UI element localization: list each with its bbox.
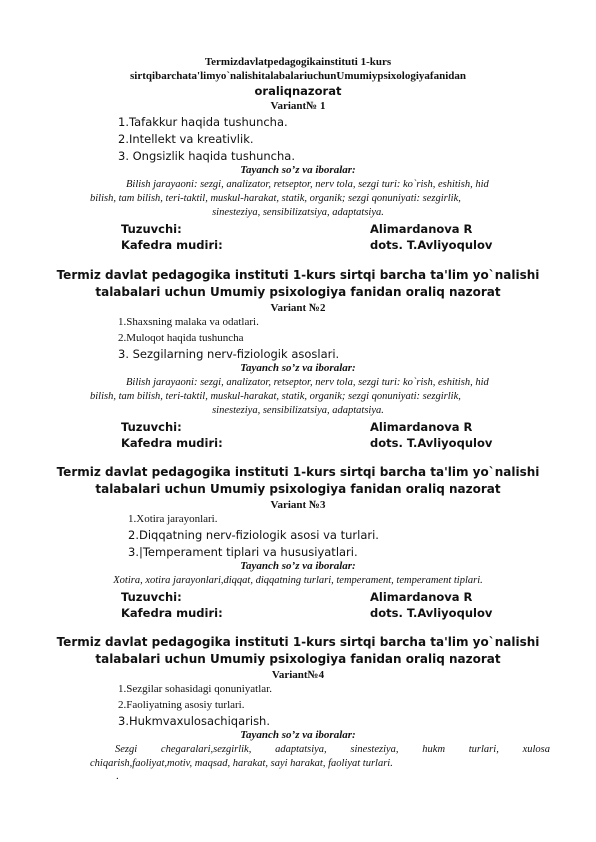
v2-head-name: dots. T.Avliyoqulov [370,436,493,450]
v2-question-1: 1.Shaxsning malaka va odatlari. [118,316,259,328]
v4-keywords-heading: Tayanch so’z va iboralar: [240,729,356,741]
v1-title-line-2: sirtqibarchata'limyo`nalishitalabalariuchunUmumiypsixologiyafanidan [130,70,466,82]
v2-keywords-line-2: bilish, tam bilish, teri-taktil, muskul-harakat, statik, organik; sezgi qonuniyati: sezgirlik, [90,391,461,402]
v1-keywords-line-1: Bilish jarayaoni: sezgi, analizator, retseptor, nerv tola, sezgi turi: ko`rish, eshitish, hid [126,179,489,190]
v4-question-1: 1.Sezgilar sohasidagi qonuniyatlar. [118,683,272,695]
v4-keyword: Sezgi [115,744,138,755]
v2-title-line-2: talabalari uchun Umumiy psixologiya fanidan oraliq nazorat [95,285,501,299]
v2-head-label: Kafedra mudiri: [121,436,223,450]
v4-keywords-line-2: chiqarish,faoliyat,motiv, maqsad, harakat, sayi harakat, faoliyat turlari. [90,758,393,769]
v1-title-line-3: oraliqnazorat [254,84,342,98]
v2-composer-name: Alimardanova R [370,420,473,434]
v4-question-3: 3.Hukmvaxulosachiqarish. [118,714,270,728]
v3-variant-number: Variant №3 [270,499,326,511]
v1-composer-name: Alimardanova R [370,222,473,236]
v4-variant-number: Variant№4 [271,669,325,681]
v1-question-3: 3. Ongsizlik haqida tushuncha. [118,149,295,163]
v4-keywords-line-1 [115,744,550,755]
v3-composer-name: Alimardanova R [370,590,473,604]
v4-keyword: xulosa [522,744,550,755]
v1-head-label: Kafedra mudiri: [121,238,223,252]
v1-title-line-1: Termizdavlatpedagogikainstituti 1-kurs [204,56,392,68]
v3-question-3: 3.|Temperament tiplari va hususiyatlari. [128,545,358,559]
v3-question-1: 1.Xotira jarayonlari. [128,513,218,525]
v4-keyword: adaptatsiya, [275,744,327,755]
v3-head-label: Kafedra mudiri: [121,606,223,620]
v1-variant-number: Variant№ 1 [270,100,326,112]
v4-keyword: hukm [422,744,446,755]
v3-keywords-heading: Tayanch so’z va iboralar: [240,560,356,572]
v3-title-line-2: talabalari uchun Umumiy psixologiya fanidan oraliq nazorat [95,482,501,496]
v1-keywords-heading: Tayanch so’z va iboralar: [240,164,356,176]
v2-question-3: 3. Sezgilarning nerv-fiziologik asoslari. [118,347,340,361]
v4-keyword: chegaralari,sezgirlik, [160,744,252,755]
v2-keywords-line-3: sinesteziya, sensibilizatsiya, adaptatsiya. [212,405,384,416]
v4-title-line-2: talabalari uchun Umumiy psixologiya fanidan oraliq nazorat [95,652,501,666]
v2-variant-number: Variant №2 [270,302,326,314]
v3-composer-label: Tuzuvchi: [121,590,182,604]
v2-question-2: 2.Muloqot haqida tushuncha [118,332,244,344]
v4-trailing-mark: . [116,770,119,782]
v4-title-line-1: Termiz davlat pedagogika instituti 1-kurs sirtqi barcha ta'lim yo`nalishi [56,635,540,649]
v4-question-2: 2.Faoliyatning asosiy turlari. [118,699,245,711]
v2-title-line-1: Termiz davlat pedagogika instituti 1-kurs sirtqi barcha ta'lim yo`nalishi [56,268,540,282]
v2-keywords-line-1: Bilish jarayaoni: sezgi, analizator, retseptor, nerv tola, sezgi turi: ko`rish, eshitish, hid [126,377,489,388]
v1-head-name: dots. T.Avliyoqulov [370,238,493,252]
v4-keyword: turlari, [468,744,499,755]
v1-question-2: 2.Intellekt va kreativlik. [118,132,254,146]
v4-keyword: sinesteziya, [350,744,399,755]
v1-keywords-line-2: bilish, tam bilish, teri-taktil, muskul-harakat, statik, organik; sezgi qonuniyati: sezgirlik, [90,193,461,204]
v2-composer-label: Tuzuvchi: [121,420,182,434]
v3-head-name: dots. T.Avliyoqulov [370,606,493,620]
v3-keywords-line-1: Xotira, xotira jarayonlari,diqqat, diqqatning turlari, temperament, temperament tiplari. [113,575,483,586]
v1-keywords-line-3: sinesteziya, sensibilizatsiya, adaptatsiya. [212,207,384,218]
v1-composer-label: Tuzuvchi: [121,222,182,236]
v3-title-line-1: Termiz davlat pedagogika instituti 1-kurs sirtqi barcha ta'lim yo`nalishi [56,465,540,479]
v3-question-2: 2.Diqqatning nerv-fiziologik asosi va turlari. [128,528,379,542]
v2-keywords-heading: Tayanch so’z va iboralar: [240,362,356,374]
v1-question-1: 1.Tafakkur haqida tushuncha. [118,115,288,129]
